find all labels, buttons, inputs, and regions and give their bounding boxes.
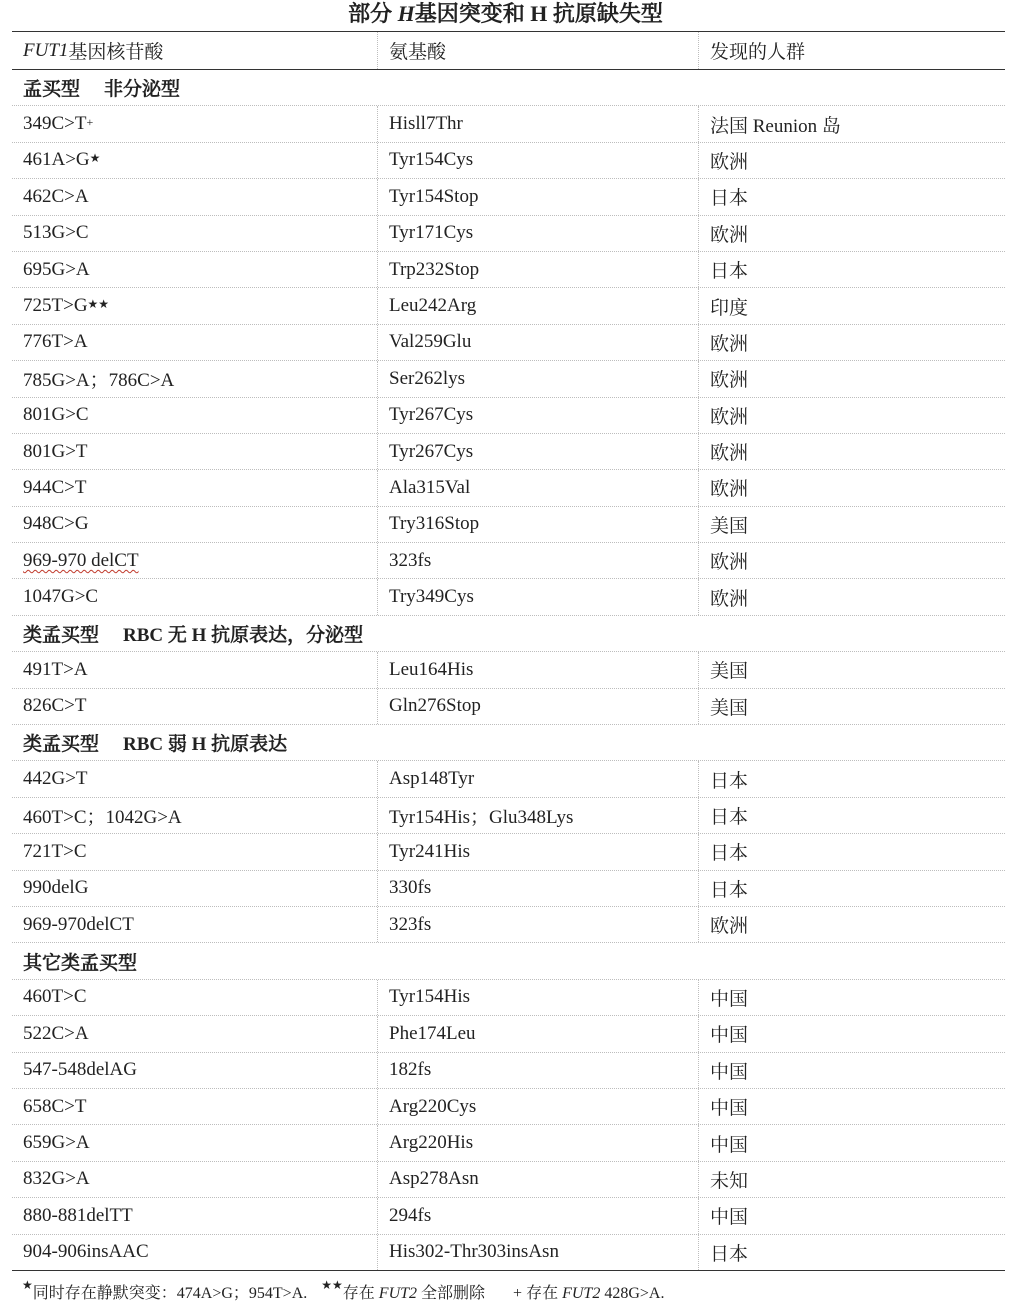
table-row — [12, 652, 1005, 688]
population-cell: 中国 — [710, 1134, 749, 1156]
amino-acid-cell: Tyr267Cys — [378, 434, 699, 469]
table-row — [12, 1016, 1005, 1052]
nucleotide-cell: 513G>C — [12, 216, 378, 251]
population-cell: 欧洲 — [710, 443, 749, 465]
table-row — [12, 361, 1005, 397]
nucleotide-cell: 969-970 delCT — [12, 543, 378, 578]
nucleotide-cell: 832G>A — [12, 1162, 378, 1197]
amino-acid-cell: Trp232Stop — [378, 252, 699, 287]
nucleotide-cell: 462C>A — [12, 179, 378, 214]
amino-acid-cell: Tyr154His — [378, 980, 699, 1015]
population-cell: 欧洲 — [710, 479, 749, 501]
amino-acid-cell: Tyr171Cys — [378, 216, 699, 251]
population-cell: 美国 — [710, 661, 749, 683]
table-row — [12, 1125, 1005, 1161]
amino-acid-cell: Tyr154His；Glu348Lys — [378, 798, 699, 833]
population-cell: 未知 — [710, 1170, 749, 1192]
amino-acid-cell: Arg220His — [378, 1125, 699, 1160]
amino-acid-cell: Tyr154Stop — [378, 179, 699, 214]
amino-acid-cell: Tyr154Cys — [378, 143, 699, 178]
nucleotide-cell: 948C>G — [12, 507, 378, 542]
table-row — [12, 106, 1005, 142]
table-row — [12, 470, 1005, 506]
population-cell: 中国 — [710, 1061, 749, 1083]
nucleotide-cell: 969-970delCT — [12, 907, 378, 942]
table-row — [12, 579, 1005, 615]
amino-acid-cell: Arg220Cys — [378, 1089, 699, 1124]
nucleotide-cell: 990delG — [12, 871, 378, 906]
population-cell: 欧洲 — [710, 916, 749, 938]
population-cell: 欧洲 — [710, 370, 749, 392]
table-row — [12, 288, 1005, 324]
nucleotide-cell: 491T>A — [12, 652, 378, 687]
amino-acid-cell: Tyr267Cys — [378, 398, 699, 433]
amino-acid-cell: Ser262lys — [378, 361, 699, 396]
footnote-marker: + — [86, 114, 94, 129]
nucleotide-cell: 725T>G ★★ — [12, 288, 378, 323]
population-cell: 日本 — [710, 843, 749, 865]
section-bombay-nonsecretor: 孟买型 非分泌型 — [12, 70, 1005, 106]
nucleotide-cell: 547-548delAG — [12, 1053, 378, 1088]
population-cell: 印度 — [710, 297, 749, 319]
amino-acid-cell: 323fs — [378, 907, 699, 942]
table-row — [12, 761, 1005, 797]
amino-acid-cell: His302-Thr303insAsn — [378, 1235, 699, 1270]
population-cell: 日本 — [710, 1243, 749, 1265]
nucleotide-cell: 461A>G ★ — [12, 143, 378, 178]
table-row — [12, 543, 1005, 579]
population-cell: 日本 — [710, 879, 749, 901]
nucleotide-cell: 776T>A — [12, 325, 378, 360]
amino-acid-cell: Asp148Tyr — [378, 761, 699, 796]
population-cell: 美国 — [710, 515, 749, 537]
table-row — [12, 1053, 1005, 1089]
section-parabombay-secretor: 类孟买型 RBC 无 H 抗原表达，分泌型 — [12, 616, 1005, 652]
footnote-marker: ★★ — [87, 296, 110, 311]
nucleotide-cell: 1047G>C — [12, 579, 378, 614]
header-population: 发现的人群 — [710, 42, 806, 63]
amino-acid-cell: 323fs — [378, 543, 699, 578]
nucleotide-cell: 442G>T — [12, 761, 378, 796]
amino-acid-cell: Try349Cys — [378, 579, 699, 614]
nucleotide-cell: 658C>T — [12, 1089, 378, 1124]
table-row — [12, 907, 1005, 943]
nucleotide-cell: 721T>C — [12, 834, 378, 869]
amino-acid-cell: 294fs — [378, 1198, 699, 1233]
table-row — [12, 980, 1005, 1016]
table-row — [12, 179, 1005, 215]
footnote-marker: ★ — [89, 150, 101, 165]
nucleotide-cell: 944C>T — [12, 470, 378, 505]
population-cell: 中国 — [710, 1025, 749, 1047]
population-cell: 日本 — [710, 188, 749, 210]
nucleotide-cell: 880-881delTT — [12, 1198, 378, 1233]
table-row — [12, 798, 1005, 834]
table-row — [12, 143, 1005, 179]
nucleotide-cell: 904-906insAAC — [12, 1235, 378, 1270]
table-row — [12, 1198, 1005, 1234]
nucleotide-cell: 659G>A — [12, 1125, 378, 1160]
amino-acid-cell: Leu242Arg — [378, 288, 699, 323]
population-cell: 欧洲 — [710, 552, 749, 574]
nucleotide-cell: 695G>A — [12, 252, 378, 287]
section-parabombay-weak-h: 类孟买型 RBC 弱 H 抗原表达 — [12, 725, 1005, 761]
population-cell: 欧洲 — [710, 151, 749, 173]
table-row — [12, 216, 1005, 252]
population-cell: 欧洲 — [710, 333, 749, 355]
table-row — [12, 1089, 1005, 1125]
population-cell: 欧洲 — [710, 588, 749, 610]
population-cell: 日本 — [710, 770, 749, 792]
header-nucleotide: FUT1 基因核苷酸 — [12, 32, 378, 69]
page-title: 部分 H基因突变和 H 抗原缺失型 — [348, 1, 663, 26]
mutation-table — [12, 31, 1005, 1271]
table-row — [12, 871, 1005, 907]
population-cell: 法国 Reunion 岛 — [710, 115, 841, 137]
table-row — [12, 398, 1005, 434]
amino-acid-cell: 330fs — [378, 871, 699, 906]
population-cell: 欧洲 — [710, 406, 749, 428]
population-cell: 中国 — [710, 1207, 749, 1229]
nucleotide-cell: 349C>T + — [12, 106, 378, 141]
nucleotide-cell: 785G>A；786C>A — [12, 361, 378, 396]
nucleotide-cell: 460T>C — [12, 980, 378, 1015]
population-cell: 中国 — [710, 1098, 749, 1120]
population-cell: 日本 — [710, 261, 749, 283]
table-row — [12, 834, 1005, 870]
nucleotide-cell: 522C>A — [12, 1016, 378, 1051]
table-row — [12, 434, 1005, 470]
population-cell: 美国 — [710, 697, 749, 719]
table-row — [12, 507, 1005, 543]
amino-acid-cell: Try316Stop — [378, 507, 699, 542]
amino-acid-cell: Tyr241His — [378, 834, 699, 869]
table-row — [12, 1162, 1005, 1198]
table-row — [12, 252, 1005, 288]
table-header — [12, 32, 1005, 70]
population-cell: 日本 — [710, 807, 749, 828]
amino-acid-cell: Hisll7Thr — [378, 106, 699, 141]
amino-acid-cell: Leu164His — [378, 652, 699, 687]
table-row — [12, 325, 1005, 361]
nucleotide-cell: 460T>C；1042G>A — [12, 798, 378, 833]
amino-acid-cell: Gln276Stop — [378, 689, 699, 724]
population-cell: 欧洲 — [710, 224, 749, 246]
amino-acid-cell: Asp278Asn — [378, 1162, 699, 1197]
population-cell: 中国 — [710, 988, 749, 1010]
nucleotide-cell: 801G>C — [12, 398, 378, 433]
amino-acid-cell: 182fs — [378, 1053, 699, 1088]
header-amino-acid: 氨基酸 — [378, 32, 699, 69]
amino-acid-cell: Phe174Leu — [378, 1016, 699, 1051]
table-row — [12, 689, 1005, 725]
nucleotide-cell: 801G>T — [12, 434, 378, 469]
amino-acid-cell: Ala315Val — [378, 470, 699, 505]
table-footnote: ★同时存在静默突变：474A>G；954T>A. ★★存在 FUT2 全部删除 + 存在 FUT2 428G>A. — [22, 1278, 665, 1302]
table-row — [12, 1235, 1005, 1271]
amino-acid-cell: Val259Glu — [378, 325, 699, 360]
nucleotide-cell: 826C>T — [12, 689, 378, 724]
section-other-parabombay: 其它类孟买型 — [12, 943, 1005, 979]
